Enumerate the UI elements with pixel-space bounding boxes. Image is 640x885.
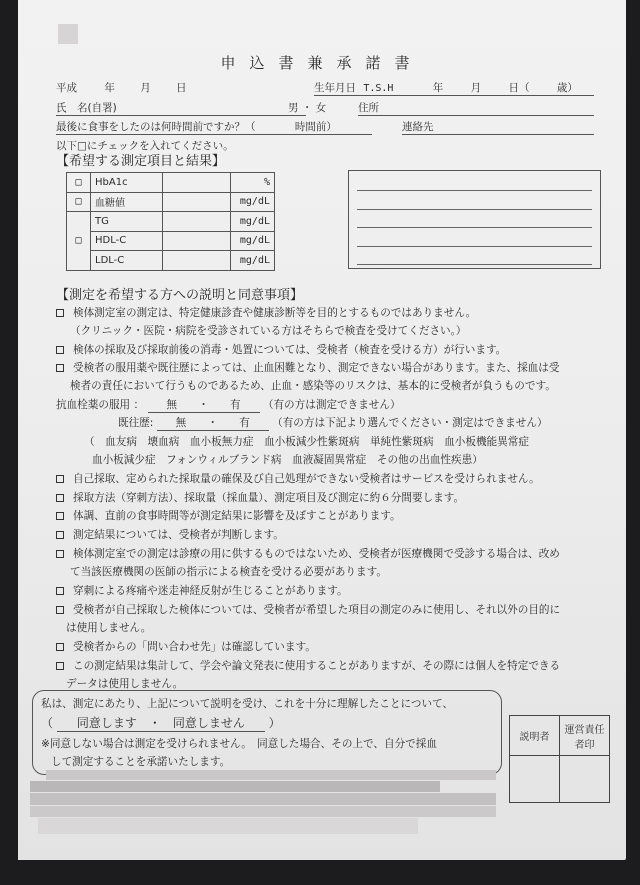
consent-item-cont: データは使用しません。: [66, 678, 184, 690]
signature-table: [509, 715, 610, 803]
consent-item[interactable]: 体調、直前の食事時間等が測定結果に影響を及ぼすことがあります。: [56, 508, 401, 523]
checkbox-blood-glucose[interactable]: □: [67, 192, 91, 212]
agreement-note: ※同意しない場合は測定を受けられません。 同意した場合、その上で、自分で採血: [41, 738, 437, 750]
result-value-cell[interactable]: [163, 251, 231, 271]
explainer-label: 説明者: [510, 716, 560, 756]
consent-item-cont: は使用しません。: [66, 622, 152, 634]
table-row: □ HbA1c %: [67, 173, 275, 193]
consent-item[interactable]: 受検者が自己採取した検体については、受検者が希望した項目の測定のみに使用し、それ以外の目的に: [56, 602, 560, 617]
table-row: LDL-C mg/dL: [67, 251, 275, 271]
history-choice[interactable]: 無 ・ 有: [157, 415, 269, 431]
disease-list[interactable]: 血小板減少症 フォンウィルブランド病 血液凝固異常症 その他の出血性疾患）: [92, 454, 483, 466]
checkbox[interactable]: [56, 531, 64, 539]
consent-item[interactable]: 受検者の服用薬や既往歴によっては、止血困難となり、測定できない場合があります。また、採血は受: [56, 360, 559, 375]
consent-item[interactable]: 測定結果については、受検者が判断します。: [56, 527, 284, 542]
consent-item[interactable]: 検体測定室での測定は診療の用に供するものではないため、受検者が医療機関で受診する場合は、改め: [56, 546, 560, 561]
checkbox[interactable]: [56, 346, 64, 354]
gender-choice[interactable]: 男 ・ 女: [288, 102, 327, 114]
consent-section-title: 【測定を希望する方への説明と同意事項】: [56, 288, 304, 303]
application-consent-form: [18, 0, 626, 860]
manager-seal-cell[interactable]: [560, 756, 610, 803]
consent-item[interactable]: 自己採取、定められた採取量の確保及び自己処理ができない受検者はサービスを受けられません。: [56, 471, 540, 486]
checkbox-lipids[interactable]: □: [67, 212, 91, 271]
consent-item[interactable]: この測定結果は集計して、学会や論文発表に使用することがありますが、その際には個人を特定できる: [56, 658, 560, 673]
medical-history-question: 既往歴: 無 ・ 有 （有の方は下記より選んでください・測定はできません）: [118, 417, 548, 429]
era-label: 平成: [56, 82, 77, 94]
checkbox[interactable]: [56, 494, 64, 502]
results-section-title: 【希望する測定項目と結果】: [56, 154, 226, 169]
consent-item[interactable]: 検体測定室の測定は、特定健康診査や健康診断等を目的とするものではありません。: [56, 305, 476, 320]
checkbox[interactable]: [56, 606, 64, 614]
application-date: 平成 年 月 日: [56, 82, 187, 94]
table-row: □ 血糖値 mg/dL: [67, 192, 275, 212]
agreement-box: [32, 690, 502, 775]
consent-item[interactable]: 穿刺による疼痛や迷走神経反射が生じることがあります。: [56, 583, 348, 598]
table-row: □ TG mg/dL: [67, 212, 275, 232]
notes-box[interactable]: [348, 170, 601, 269]
result-value-cell[interactable]: [163, 212, 231, 232]
consent-item[interactable]: 検体の採取及び採取前後の消毒・処置については、受検者（検査を受ける方）が行います。: [56, 342, 506, 357]
last-meal-field[interactable]: 最後に食事をしたのは何時間前ですか？（ 時間前）: [56, 119, 372, 135]
redacted-logo: [58, 24, 78, 44]
result-value-cell[interactable]: [163, 231, 231, 251]
consent-item[interactable]: 受検者からの「問い合わせ先」は確認しています。: [56, 639, 316, 654]
consent-item-note: （クリニック・医院・病院を受診されている方はそちらで検査を受けてください。）: [70, 325, 467, 337]
checkbox[interactable]: [56, 364, 64, 372]
checkbox-hba1c[interactable]: □: [67, 173, 91, 193]
result-value-cell[interactable]: [163, 173, 231, 193]
checkbox[interactable]: [56, 512, 64, 520]
consent-item[interactable]: 採取方法（穿刺方法）、採取量（採血量）、測定項目及び測定に約６分間要します。: [56, 490, 464, 505]
explainer-signature-cell[interactable]: [510, 756, 560, 803]
check-instruction: 以下□にチェックを入れてください。: [56, 140, 234, 152]
checkbox[interactable]: [56, 662, 64, 670]
agree-disagree-options[interactable]: 同意します ・ 同意しません: [57, 714, 265, 732]
birthdate-field[interactable]: 生年月日 T.S.H 年 月 日（ 歳）: [314, 80, 594, 96]
manager-seal-label: 運営責任 者印: [560, 716, 610, 756]
agreement-choice[interactable]: （ 同意します ・ 同意しません ）: [41, 716, 281, 730]
checkbox[interactable]: [56, 587, 64, 595]
result-value-cell[interactable]: [163, 192, 231, 212]
agreement-statement: 私は、測定にあたり、上記について説明を受け、これを十分に理解したことについて、: [41, 698, 454, 710]
checkbox[interactable]: [56, 643, 64, 651]
agreement-note-cont: して測定することを承諾いたします。: [51, 756, 231, 768]
measurement-results-table: [66, 172, 275, 271]
checkbox[interactable]: [56, 550, 64, 558]
contact-field[interactable]: 連絡先: [402, 119, 594, 135]
checkbox[interactable]: [56, 309, 64, 317]
anticoagulant-question: 抗血栓薬の服用 ： 無 ・ 有 （有の方は測定できません）: [56, 399, 401, 411]
name-field[interactable]: 氏 名(自署): [56, 100, 306, 116]
disease-list[interactable]: （ 血友病 壊血病 血小板無力症 血小板減少性紫斑病 単純性紫斑病 血小板機能異常症: [84, 436, 529, 448]
form-title: 申込書兼承諾書: [220, 54, 424, 72]
checkbox[interactable]: [56, 475, 64, 483]
consent-item-cont: 検者の責任において行うものであるため、止血・感染等のリスクは、基本的に受検者が負うものです。: [70, 380, 556, 392]
anticoagulant-choice[interactable]: 無 ・ 有: [148, 397, 260, 413]
table-row: HDL-C mg/dL: [67, 231, 275, 251]
consent-item-cont: て当該医療機関の医師の指示による検査を受ける必要があります。: [70, 566, 387, 578]
address-field[interactable]: 住所: [358, 100, 594, 116]
